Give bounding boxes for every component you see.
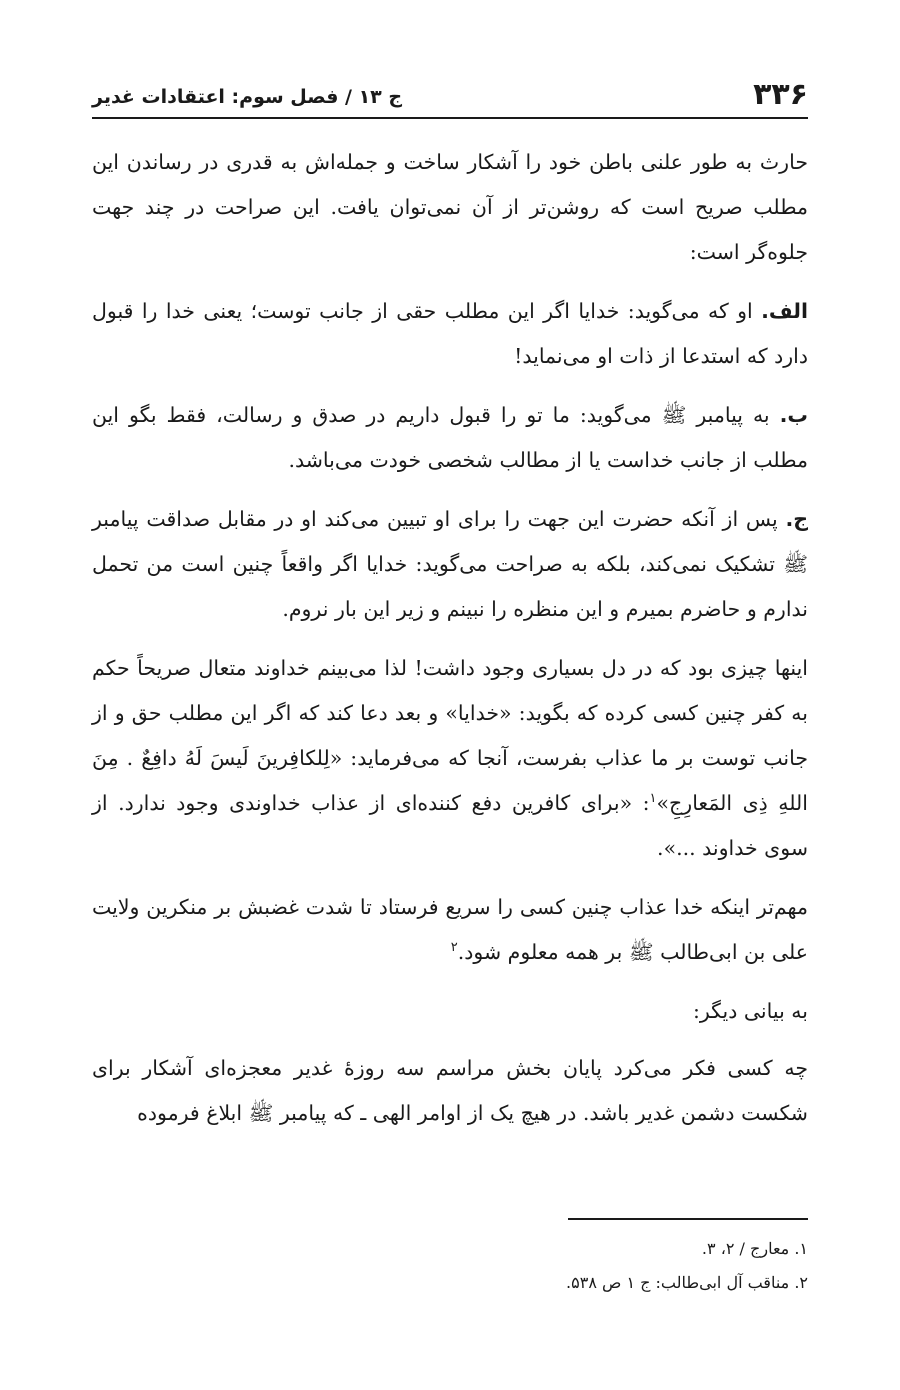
paragraph-lead-alef: الف. [761, 299, 808, 323]
paragraph-be [92, 393, 808, 483]
paragraph-ghadir-miracle [92, 1046, 808, 1136]
paragraph-other-words [92, 989, 808, 1034]
paragraph-text: مهم‌تر اینکه خدا عذاب چنین کسی را سریع فرستاد تا شدت غضبش بر منکرین ولایت علی بن ابی‌طالب ﷺ بر همه معلوم شود. [92, 895, 808, 964]
paragraph-jim [92, 497, 808, 632]
paragraph-text-after: : «برای کافرین دفع کننده‌ای از عذاب خداوندی وجود ندارد. از سوی خداوند ...». [92, 791, 808, 860]
page-header [92, 70, 808, 110]
footnote-divider [568, 1218, 808, 1220]
paragraph-lead-jim: ج. [785, 507, 808, 531]
footnote-1: ۱. معارج / ۲، ۳. [701, 1239, 808, 1258]
paragraph-text: او که می‌گوید: خدایا اگر این مطلب حقی از جانب توست؛ یعنی خدا را قبول دارد که استدعا از ذات او می‌نماید! [92, 299, 808, 368]
footnote-2: ۲. مناقب آل ابی‌طالب: ج ۱ ص ۵۳۸. [566, 1273, 808, 1292]
paragraph-text: به پیامبر ﷺ می‌گوید: ما تو را قبول داریم در صدق و رسالت، فقط بگو این مطلب از جانب خداست یا از مطالب شخصی خودت می‌باشد. [92, 403, 808, 472]
paragraph-text: به بیانی دیگر: [692, 999, 808, 1023]
footnote-ref-2[interactable]: ۲ [450, 940, 458, 956]
footnote-ref-1[interactable]: ۱ [649, 791, 657, 807]
paragraph-intro [92, 140, 808, 275]
paragraph-text: اینها چیزی بود که در دل بسیاری وجود داشت! لذا می‌بینم خداوند متعال صریحاً حکم به کفر چنین کسی کرده که بگوید: «خدایا» و بعد دعا کند که اگر این مطلب حق و از جانب توست بر ما عذاب بفرست، آنجا که می‌فرماید: «لِلکافِرینَ لَیسَ لَهُ دافِعٌ . مِنَ اللهِ ذِی المَعارِجِ» [92, 656, 809, 815]
footnotes [92, 1232, 808, 1300]
header-divider [92, 117, 808, 119]
page-number: ۳۳۶ [753, 77, 808, 112]
paragraph-text: پس از آنکه حضرت این جهت را برای او تبیین می‌کند او در مقابل صداقت پیامبر ﷺ تشکیک نمی‌کند، بلکه به صراحت می‌گوید: خدایا اگر واقعاً چنین است من تحمل ندارم و حاضرم بمیرم و این منظره را نبینم و زیر این بار نروم. [92, 507, 808, 621]
paragraph-lead-be: ب. [779, 403, 808, 427]
paragraph-text: چه کسی فکر می‌کرد پایان بخش مراسم سه روزهٔ غدیر معجزه‌ای آشکار برای شکست دشمن غدیر باشد. در هیچ یک از اوامر الهی ـ که پیامبر ﷺ ابلاغ فرموده [92, 1056, 808, 1125]
book-page [92, 0, 808, 1390]
body-text [92, 140, 808, 1150]
paragraph-punishment [92, 885, 808, 975]
paragraph-text: حارث به طور علنی باطن خود را آشکار ساخت و جمله‌اش به قدری در رساندن این مطلب صریح است که روشن‌تر از آن نمی‌توان یافت. این صراحت در چند جهت جلوه‌گر است: [92, 150, 808, 264]
paragraph-quran-citation [92, 646, 808, 871]
paragraph-alef [92, 289, 808, 379]
running-head: ج ۱۳ / فصل سوم: اعتقادات غدیر [92, 86, 403, 108]
